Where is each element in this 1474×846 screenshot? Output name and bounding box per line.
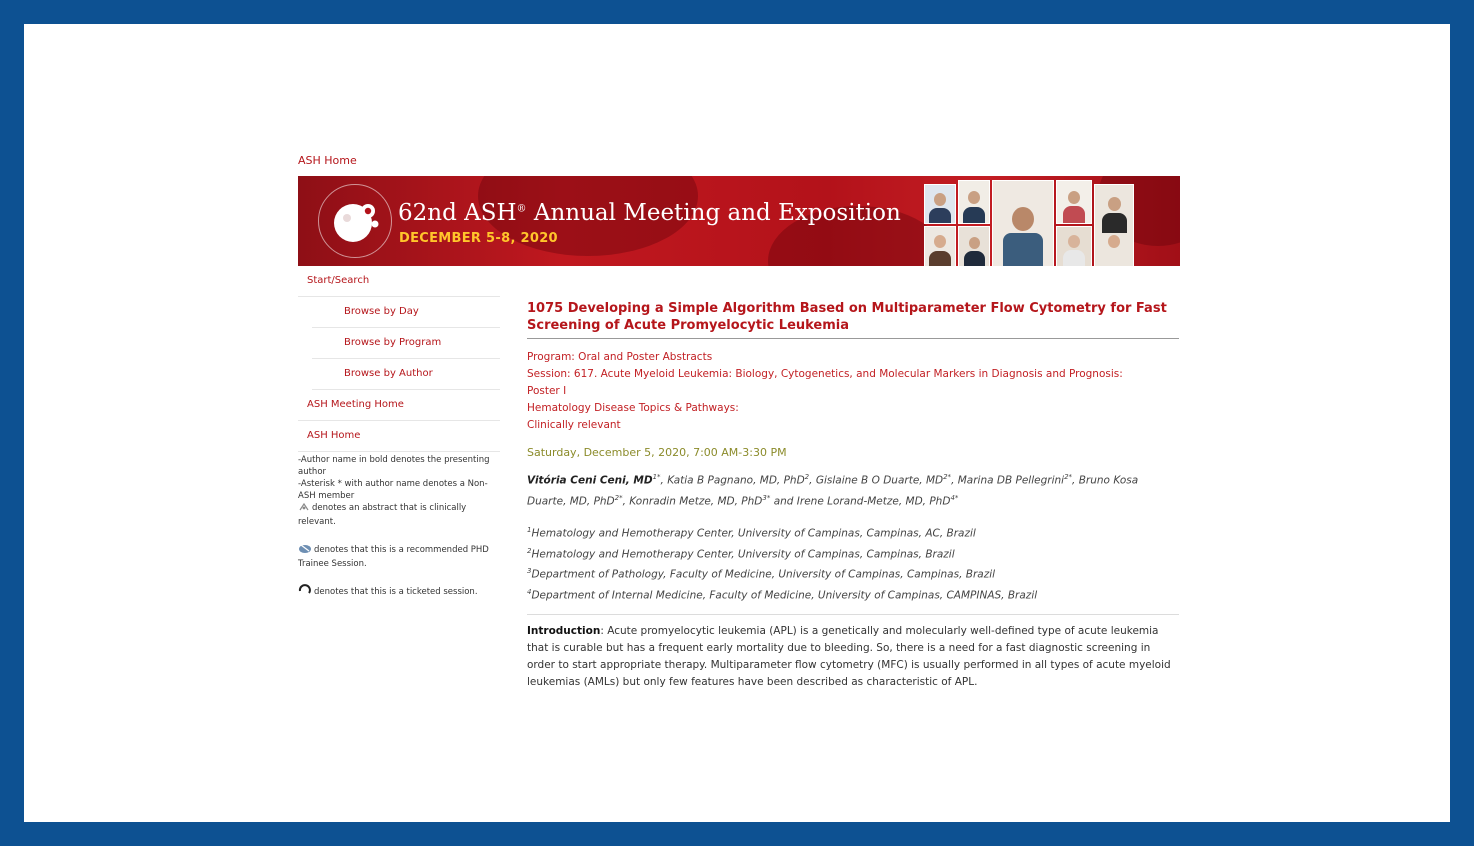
topics-label: Hematology Disease Topics & Pathways: bbox=[527, 402, 739, 414]
nav-browse-by-day[interactable]: Browse by Day bbox=[312, 297, 500, 328]
phd-trainee-icon bbox=[298, 542, 312, 558]
attendee-photo bbox=[1056, 180, 1092, 224]
session-link-cont[interactable]: Poster I bbox=[527, 385, 567, 397]
affiliations bbox=[527, 522, 1179, 604]
banner-title: 62nd ASH® Annual Meeting and Exposition bbox=[398, 200, 901, 226]
abstract-meta bbox=[527, 349, 1179, 434]
ticketed-session-icon bbox=[298, 584, 312, 600]
legend-clinical: denotes an abstract that is clinically relevant. bbox=[298, 503, 467, 527]
introduction-text: : Acute promyelocytic leukemia (APL) is a genetically and molecularly well-defined type of acute leukemia that is curable but has a frequent early mortality due to bleeding. So, there is a need for a fast diagnostic screening in order to start appropriate therapy. Multiparameter flow cytometry (MFC) is usually performed in all types of acute myeloid leukemias (AMLs) but only few features have been described as characteristic of APL. bbox=[527, 625, 1171, 688]
attendee-photos bbox=[924, 180, 1134, 266]
attendee-photo bbox=[958, 226, 990, 266]
topic-clinically-relevant[interactable]: Clinically relevant bbox=[527, 419, 621, 431]
clinically-relevant-icon bbox=[298, 502, 310, 516]
affiliation-item: $^3$Department of Pathology, Faculty of Medicine, University of Campinas, Campinas, Brazil bbox=[527, 567, 996, 581]
nav-browse-by-program[interactable]: Browse by Program bbox=[312, 328, 500, 359]
session-link[interactable]: Session: 617. Acute Myeloid Leukemia: Biology, Cytogenetics, and Molecular Markers in Diagnosis and Prognosis: bbox=[527, 368, 1123, 380]
attendee-photo bbox=[958, 180, 990, 224]
nav-start-search[interactable]: Start/Search bbox=[298, 266, 500, 297]
sidebar-nav bbox=[298, 266, 500, 609]
nav-browse-by-author[interactable]: Browse by Author bbox=[312, 359, 500, 390]
meeting-banner bbox=[298, 176, 1180, 266]
banner-date: DECEMBER 5-8, 2020 bbox=[399, 231, 558, 246]
ash-logo-icon bbox=[318, 184, 392, 258]
legend bbox=[298, 454, 500, 600]
affiliation-item: $^4$Department of Internal Medicine, Faculty of Medicine, University of Campinas, CAMPINAS, Brazil bbox=[527, 587, 1038, 601]
attendee-photo bbox=[1094, 184, 1134, 266]
abstract-main bbox=[527, 300, 1179, 691]
legend-phd: denotes that this is a recommended PHD Trainee Session. bbox=[298, 542, 500, 570]
presenting-author: Vitória Ceni Ceni, MD bbox=[527, 474, 653, 487]
author-list: Vitória Ceni Ceni, $MD^{1*}$, Katia B Pagnano, MD, PhD$^2$, Gislaine B O Duarte, $MD^{2*}$, Marina DB Pellegrini$^{2*}$, Bruno Kosa Duarte, MD, PhD$^{2*}$, Konradin Metze, MD, PhD$^{3*}$ and Irene Lorand-Metze, MD, PhD$^{4*}$ bbox=[527, 473, 1139, 507]
affiliation-item: $^2$Hematology and Hemotherapy Center, University of Campinas, Campinas, Brazil bbox=[527, 546, 955, 560]
legend-asterisk: -Asterisk * with author name denotes a Non-ASH member bbox=[298, 479, 488, 501]
nav-ash-meeting-home[interactable]: ASH Meeting Home bbox=[298, 390, 500, 421]
legend-bold-author: -Author name in bold denotes the presenting author bbox=[298, 455, 490, 477]
attendee-photo bbox=[1056, 226, 1092, 266]
affiliation-item: $^1$Hematology and Hemotherapy Center, University of Campinas, Campinas, AC, Brazil bbox=[527, 526, 976, 540]
introduction-label: Introduction bbox=[527, 625, 601, 637]
session-datetime: Saturday, December 5, 2020, 7:00 AM-3:30 PM bbox=[527, 446, 787, 459]
nav-ash-home[interactable]: ASH Home bbox=[298, 421, 500, 452]
program-link[interactable]: Program: Oral and Poster Abstracts bbox=[527, 351, 713, 363]
attendee-photo bbox=[924, 184, 956, 224]
abstract-body bbox=[527, 614, 1179, 691]
attendee-photo bbox=[992, 180, 1054, 266]
attendee-photo bbox=[924, 226, 956, 266]
abstract-title: 1075 Developing a Simple Algorithm Based on Multiparameter Flow Cytometry for Fast Screening of Acute Promyelocytic Leukemia bbox=[527, 300, 1179, 339]
ash-home-top-link[interactable]: ASH Home bbox=[298, 154, 357, 167]
legend-ticketed: denotes that this is a ticketed session. bbox=[298, 584, 500, 600]
